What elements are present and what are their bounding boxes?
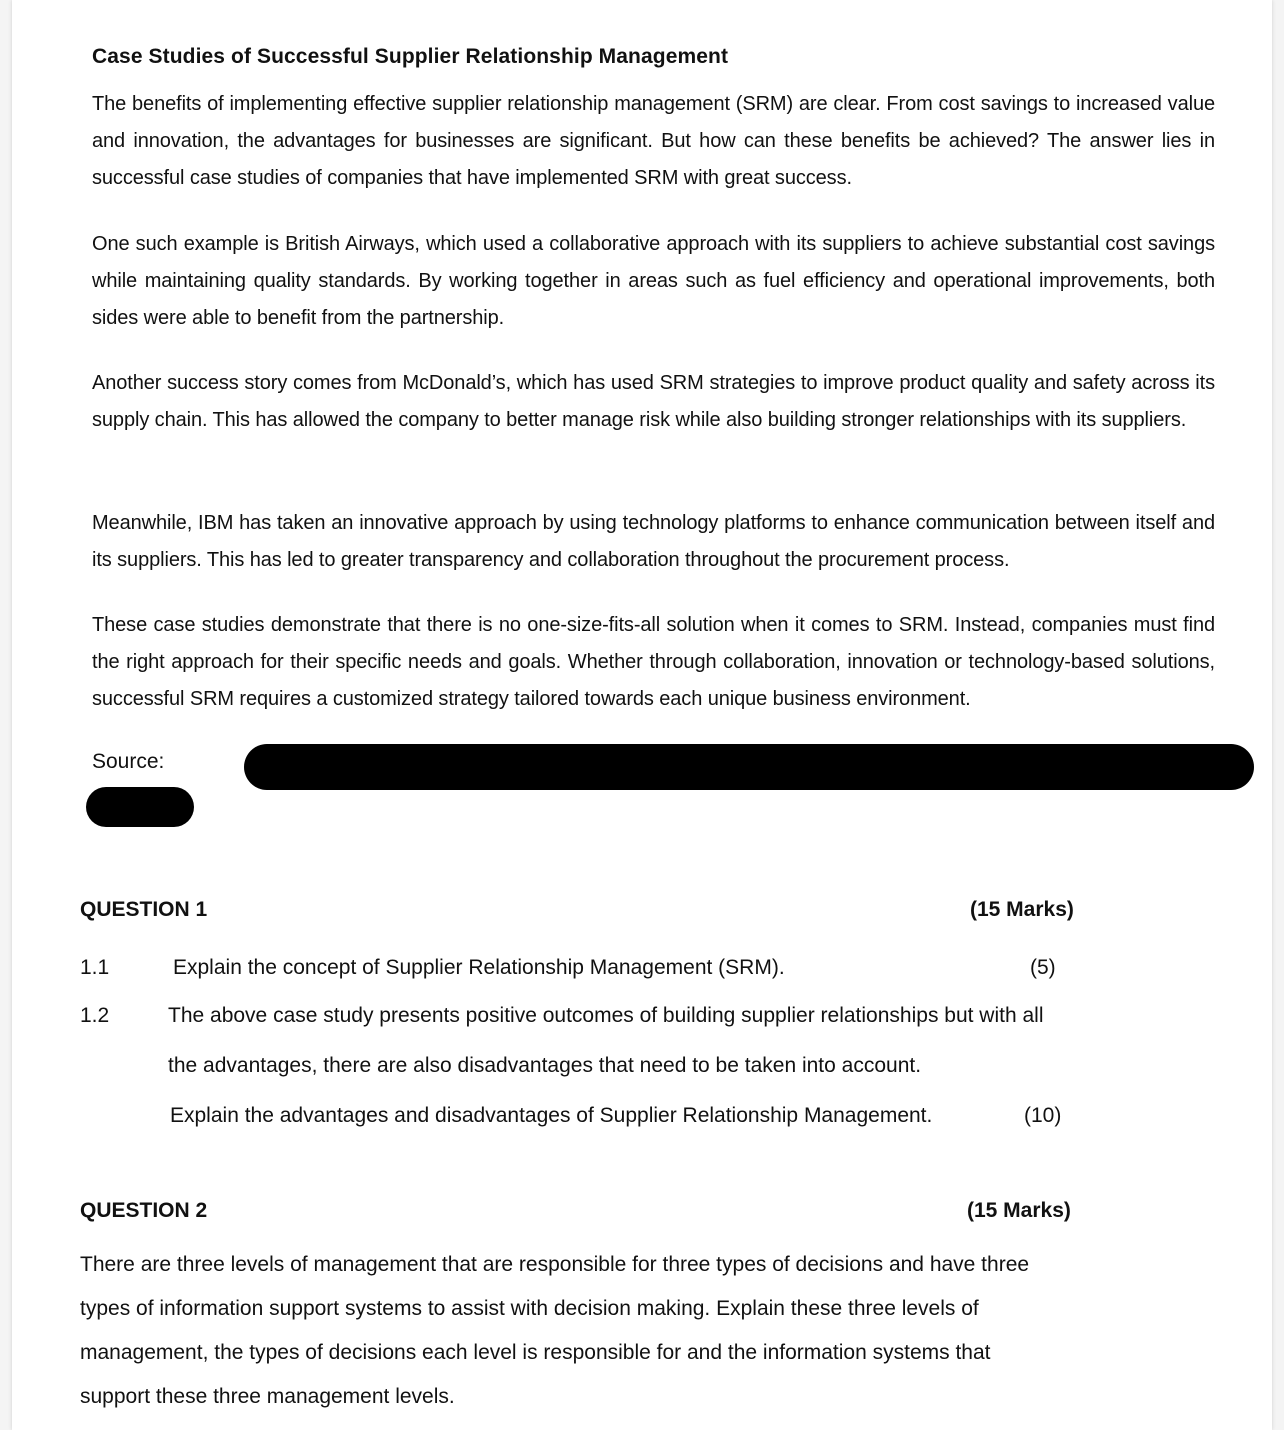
case-paragraph-3: Another success story comes from McDonald’s, which has used SRM strategies to improve product quality and safety across its supply chain. This has allowed the company to better manage risk while also building stronger relationships with its suppliers.: [92, 372, 1215, 431]
question-text: Explain the advantages and disadvantages of Supplier Relationship Management.: [170, 1104, 933, 1127]
redaction-mark: [244, 744, 1254, 790]
question-2-marks: (15 Marks): [967, 1199, 1071, 1222]
question-text: The above case study presents positive outcomes of building supplier relationships but with all: [168, 1004, 1044, 1027]
question-text: Explain the concept of Supplier Relationship Management (SRM).: [173, 956, 785, 979]
question-marks: (10): [1024, 1104, 1062, 1127]
case-study-title: Case Studies of Successful Supplier Relationship Management: [92, 45, 729, 68]
question-text: the advantages, there are also disadvantages that need to be taken into account.: [168, 1054, 922, 1077]
document-page: [12, 0, 1272, 1430]
question-number: 1.1: [80, 956, 110, 979]
question-1-marks: (15 Marks): [970, 898, 1074, 921]
source-label: Source:: [92, 750, 165, 773]
question-number: 1.2: [80, 1004, 110, 1027]
question-2-title: QUESTION 2: [80, 1199, 208, 1222]
redaction-mark: [86, 787, 194, 827]
case-paragraph-4: Meanwhile, IBM has taken an innovative approach by using technology platforms to enhance communication between itself and its suppliers. This has led to greater transparency and collaboration throughout the procurement process.: [92, 512, 1215, 571]
case-paragraph-5: These case studies demonstrate that there is no one-size-fits-all solution when it comes to SRM. Instead, companies must find the right approach for their specific needs and goals. Whether through collaboration, innovation or technology-based solutions, successful SRM requires a customized strategy tailored towards each unique business environment.: [92, 614, 1215, 710]
case-paragraph-2: One such example is British Airways, which used a collaborative approach with its suppliers to achieve substantial cost savings while maintaining quality standards. By working together in areas such as fuel efficiency and operational improvements, both sides were able to benefit from the partnership.: [92, 233, 1215, 329]
question-1-title: QUESTION 1: [80, 898, 208, 921]
case-paragraph-1: The benefits of implementing effective supplier relationship management (SRM) are clear. From cost savings to increased value and innovation, the advantages for businesses are significant. But how can these benefits be achieved? The answer lies in successful case studies of companies that have implemented SRM with great success.: [92, 93, 1215, 189]
question-marks: (5): [1030, 956, 1056, 979]
question-2-text: There are three levels of management that are responsible for three types of decisions and have three types of information support systems to assist with decision making. Explain these three levels of management, the types of decisions each level is responsible for and the information systems that support these three management levels.: [80, 1253, 1030, 1408]
